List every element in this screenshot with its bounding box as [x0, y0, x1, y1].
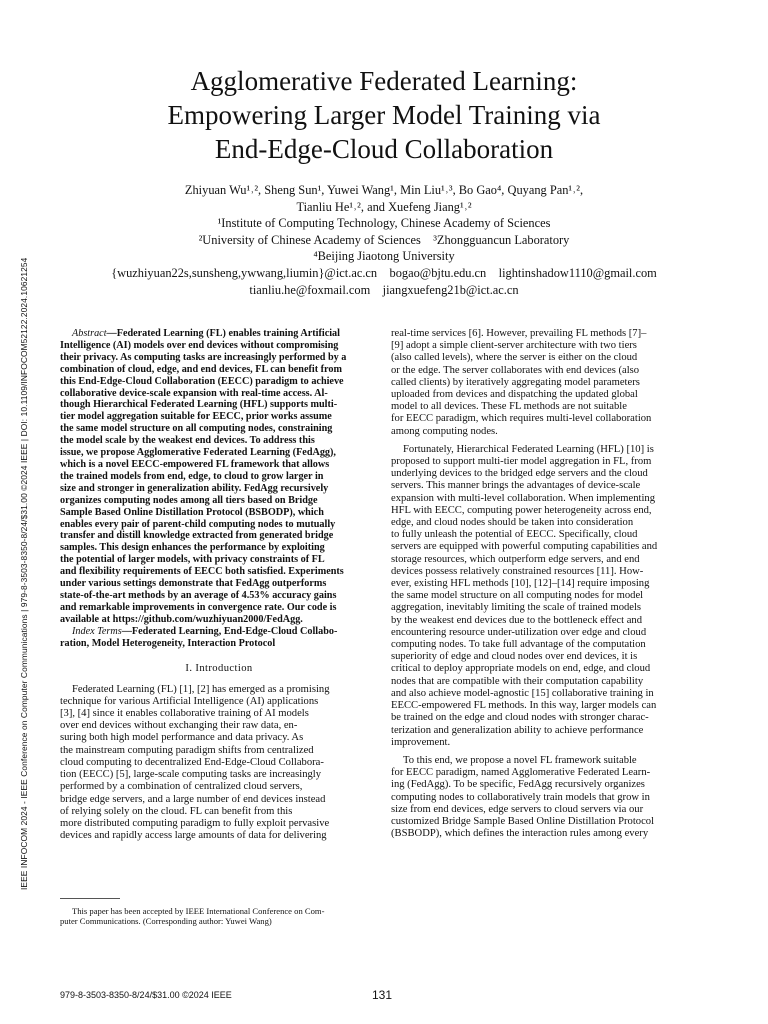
title-line-3: End-Edge-Cloud Collaboration — [214, 134, 554, 164]
footer-copyright: 979-8-3503-8350-8/24/$31.00 ©2024 IEEE — [60, 990, 232, 1000]
body-line: nodes that are compatible with their computation capability — [391, 675, 644, 687]
abstract-line: the trained models from end, edge, to cloud to grow larger in — [60, 470, 324, 482]
body-line: the mainstream computing paradigm shifts from centralized — [60, 744, 314, 756]
body-line: edge, and cloud nodes should be taken into consideration — [391, 517, 634, 529]
author-names-line-2: Tianliu He¹˒², and Xuefeng Jiang¹˒² — [296, 199, 472, 214]
body-line: or the edge. The server collaborates with end devices (also — [391, 364, 640, 376]
body-line: Fortunately, Hierarchical Federated Learning (HFL) [10] is — [403, 443, 654, 455]
body-line: superiority of edge and cloud nodes over end devices, it is — [391, 651, 638, 663]
body-line: to fully unleash the potential of EECC. Specifically, cloud — [391, 529, 638, 541]
abstract-line: and remarkable improvements in convergence rate. Our code is — [60, 601, 337, 613]
body-line: encountering resource under-utilization over edge and cloud — [391, 626, 647, 638]
body-line: ever, existing HFL methods [10], [12]–[14] require imposing — [391, 578, 650, 590]
section-heading-introduction: I. Introduction — [185, 663, 253, 675]
intro-paragraph-1 — [60, 684, 378, 843]
body-line: terization and generalization ability to achieve performance — [391, 724, 644, 736]
body-line: HFL with EECC, computing power heterogeneity across end, — [391, 504, 652, 516]
body-line: underlying devices to the bridged edge servers and the cloud — [391, 468, 648, 480]
right-paragraph-1 — [391, 328, 709, 438]
body-line: suring both high model performance and data privacy. As — [60, 732, 304, 744]
body-line: (also called levels), where the server is either on the cloud — [391, 352, 638, 364]
index-terms-line: ration, Model Heterogeneity, Interaction Protocol — [60, 637, 276, 649]
affiliation-1: ¹Institute of Computing Technology, Chinese Academy of Sciences — [217, 216, 551, 231]
body-line: for EECC paradigm, named Agglomerative Federated Learn- — [391, 767, 651, 779]
abstract — [60, 328, 378, 649]
body-line: devices and rapidly access large amounts of data for delivering — [60, 830, 327, 842]
abstract-line: their privacy. As computing tasks are increasingly performed by a — [60, 351, 347, 363]
body-line: [3], [4] since it enables collaborative training of AI models — [60, 708, 309, 720]
body-line: the same model structure on all computing nodes for model — [391, 590, 644, 602]
footnote-line: This paper has been accepted by IEEE International Conference on Com- — [72, 906, 325, 916]
body-line: Federated Learning (FL) [1], [2] has emerged as a promising — [72, 683, 330, 695]
body-line: bridge edge servers, and a large number of end devices instead — [60, 793, 326, 805]
author-block — [40, 182, 728, 298]
body-line: tion (EECC) [5], large-scale computing tasks are increasingly — [60, 769, 322, 781]
abstract-line: Sample Based Online Distillation Protocol (BSBODP), which — [60, 506, 324, 518]
abstract-line: issue, we propose Agglomerative Federated Learning (FedAgg), — [60, 447, 336, 459]
body-line: customized Bridge Sample Based Online Distillation Protocol — [391, 815, 655, 827]
index-terms-label: Index Terms — [72, 625, 122, 637]
body-line: of relying solely on the cloud. FL can benefit from this — [60, 805, 293, 817]
abstract-line: the same model structure on all computing nodes, constraining — [60, 423, 333, 435]
body-line: for EECC paradigm, which requires multi-level collaboration — [391, 413, 652, 425]
body-line: size from end devices, edge servers to cloud servers via our — [391, 803, 644, 815]
body-line: storage resources, which outperform edge servers, and end — [391, 553, 640, 565]
body-line: EECC-empowered FL methods. In this way, larger models can — [391, 700, 657, 712]
affiliation-2: ²University of Chinese Academy of Sciences ³Zhongguancun Laboratory — [198, 232, 570, 247]
abstract-line: the model scale by the weakest end devices. To address this — [60, 435, 315, 447]
abstract-line: Intelligence (AI) models over end devices without compromising — [60, 339, 339, 351]
body-line: expansion with multi-level collaboration. When implementing — [391, 492, 656, 504]
title-line-1: Agglomerative Federated Learning: — [190, 66, 578, 96]
abstract-line: tier model aggregation suitable for EECC, prior works assume — [60, 411, 332, 423]
body-line: cloud computing to decentralized End-Edge-Cloud Collabora- — [60, 756, 324, 768]
body-line: To this end, we propose a novel FL framework suitable — [403, 754, 637, 766]
body-line: improvement. — [391, 736, 451, 748]
abstract-line: enables every pair of parent-child computing nodes to mutually — [60, 518, 336, 530]
title-line-2: Empowering Larger Model Training via — [167, 100, 601, 130]
footnote — [60, 906, 378, 927]
index-terms-line: Index Terms—Federated Learning, End-Edge-Cloud Collabo- — [72, 625, 338, 637]
abstract-line: the potential of larger models, with privacy constraints of FL — [60, 554, 325, 566]
footnote-line: puter Communications. (Corresponding author: Yuwei Wang) — [60, 916, 272, 927]
body-line: more distributed computing paradigm to fully exploit pervasive — [60, 817, 330, 829]
abstract-line: collaborative device-scale expansion with real-time access. Al- — [60, 387, 328, 399]
abstract-line: which is a novel EECC-empowered FL framework that allows — [60, 458, 330, 470]
page-number: 131 — [372, 988, 393, 1002]
body-line: among computing nodes. — [391, 425, 498, 437]
abstract-line: and flexibility requirements of EECC both satisfied. Experiments — [60, 566, 344, 578]
abstract-line: Abstract—Federated Learning (FL) enables training Artificial — [72, 328, 340, 339]
body-line: by the weakest end devices due to the bottleneck effect and — [391, 614, 643, 626]
right-paragraph-2 — [391, 444, 709, 749]
body-line: aggregation, inevitably limiting the scale of trained models — [391, 602, 642, 614]
paper-title — [60, 64, 708, 166]
abstract-line: size and stronger in generalization ability. FedAgg recursively — [60, 482, 329, 494]
body-line: critical to deploy appropriate models on end, edge, and cloud — [391, 663, 651, 675]
body-line: model to all devices. These FL methods are not suitable — [391, 401, 627, 413]
abstract-line: state-of-the-art methods by an average of 4.53% accuracy gains — [60, 589, 337, 601]
abstract-line: samples. This design enhances the performance by exploiting — [60, 542, 325, 554]
body-line: ing (FedAgg). To be specific, FedAgg recursively organizes — [391, 779, 645, 791]
abstract-label: Abstract — [72, 328, 107, 339]
abstract-line: though Hierarchical Federated Learning (HFL) supports multi- — [60, 399, 338, 411]
body-line: (BSBODP), which defines the interaction rules among every — [391, 828, 649, 840]
body-line: be trained on the edge and cloud nodes with stronger charac- — [391, 712, 649, 724]
body-line: servers are equipped with powerful computing capabilities and — [391, 541, 658, 553]
body-line: computing nodes to collaboratively train models that grow in — [391, 791, 650, 803]
left-column — [60, 328, 378, 842]
right-paragraph-3 — [391, 755, 709, 840]
body-line: over end devices without exchanging their raw data, en- — [60, 720, 298, 732]
body-line: [9] adopt a simple client-server architecture with two tiers — [391, 340, 637, 352]
body-line: proposed to support multi-tier model aggregation in FL, from — [391, 456, 652, 468]
affiliation-3: ⁴Beijing Jiaotong University — [313, 249, 455, 264]
body-line: devices possess relatively constrained resources [11]. How- — [391, 565, 644, 577]
emails-line-2: tianliu.he@foxmail.com jiangxuefeng21b@ict.ac.cn — [249, 282, 519, 297]
abstract-line: organizes computing nodes among all tiers based on Bridge — [60, 494, 318, 506]
author-names-line-1: Zhiyuan Wu¹˒², Sheng Sun¹, Yuwei Wang¹, Min Liu¹˒³, Bo Gao⁴, Quyang Pan¹˒², — [184, 183, 584, 197]
body-line: technique for various Artificial Intelligence (AI) applications — [60, 695, 319, 707]
body-line: servers. This manner brings the advantages of device-scale — [391, 480, 641, 492]
abstract-line: combination of cloud, edge, and end devices, FL can benefit from — [60, 363, 342, 375]
abstract-line: under various settings demonstrate that FedAgg outperforms — [60, 578, 327, 590]
abstract-line: available at https://github.com/wuzhiyuan2000/FedAgg. — [60, 613, 303, 625]
emails-line-1: {wuzhiyuan22s,sunsheng,ywwang,liumin}@ict.ac.cn bogao@bjtu.edu.cn lightinshadow1110@gmail.com — [111, 265, 657, 280]
side-doi-note — [6, 160, 29, 890]
body-line: computing nodes. To take full advantage of the computation — [391, 639, 646, 651]
right-column — [391, 328, 709, 840]
body-line: performed by a combination of centralized cloud servers, — [60, 781, 303, 793]
body-line: uploaded from devices and dispatching the updated global — [391, 389, 638, 401]
body-line: called clients) by iteratively aggregating model parameters — [391, 376, 640, 388]
abstract-line: transfer and distill knowledge extracted from generated bridge — [60, 530, 334, 542]
body-line: real-time services [6]. However, prevailing FL methods [7]– — [391, 328, 647, 339]
body-line: and also achieve model-agnostic [15] collaborative training in — [391, 687, 654, 699]
footnote-rule — [60, 898, 120, 899]
side-doi-text: IEEE INFOCOM 2024 - IEEE Conference on Computer Communications | 979-8-3503-8350-8/24/$31.00 ©2024 IEEE | DOI: 10.1109/INFOCOM52122.2024.10621254 — [19, 257, 29, 890]
abstract-line: this End-Edge-Cloud Collaboration (EECC) paradigm to achieve — [60, 375, 344, 387]
